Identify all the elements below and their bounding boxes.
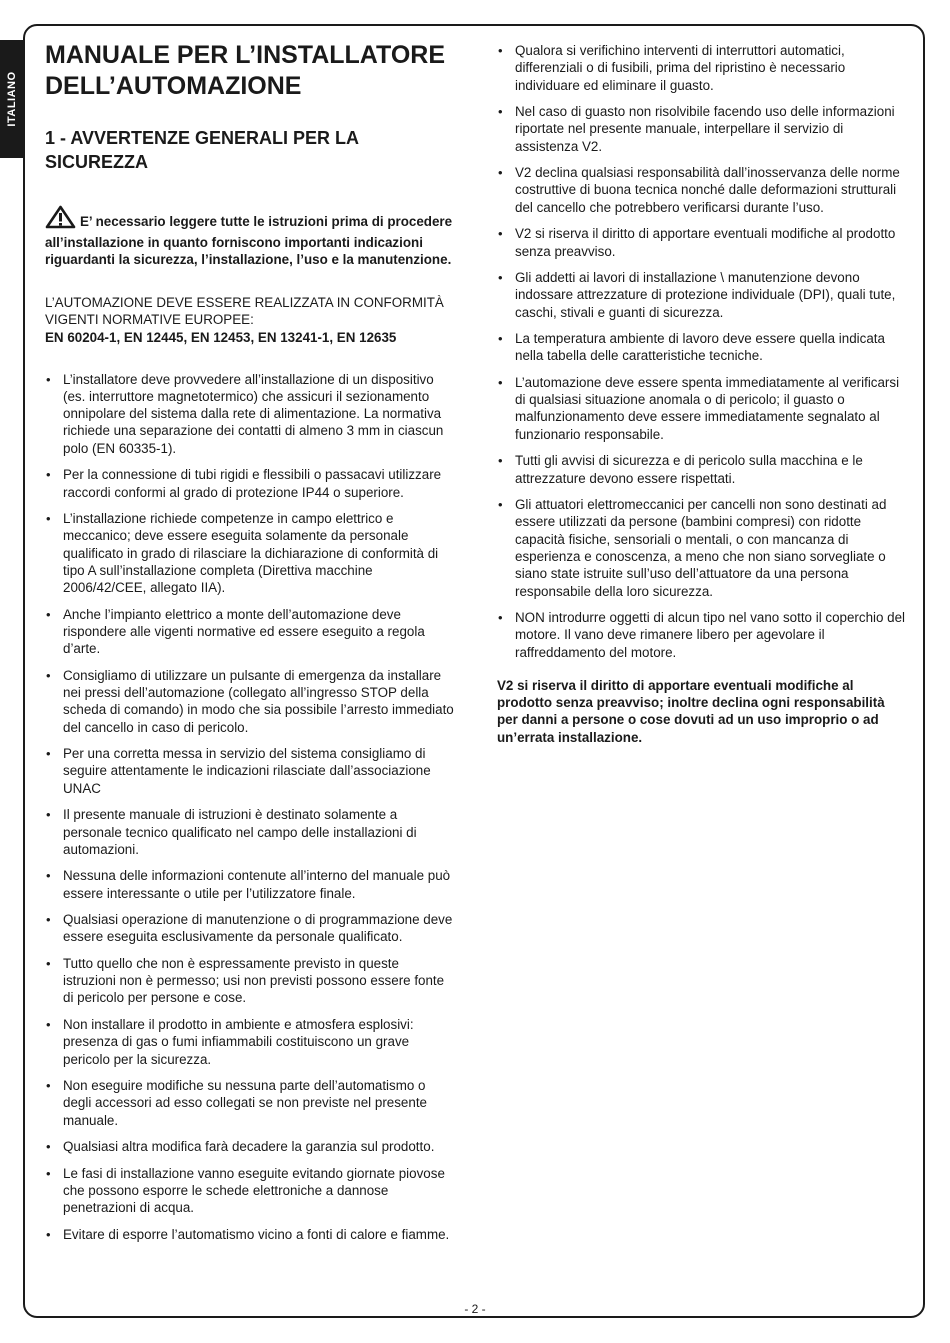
list-item-text: L’automazione deve essere spenta immediatamente al verificarsi di qualsiasi situazione anomala o di pericolo; il guasto o malfunzionamento deve essere immediatamente segnalato al funzionario responsabile. [515,374,900,442]
bullet-icon: • [46,667,51,683]
list-item [497,164,909,216]
bullet-icon: • [46,912,51,928]
list-item-text: Gli attuatori elettromeccanici per cancelli non sono destinati ad essere utilizzati da persone (bambini compresi) con ridotte capacità fisiche, sensoriali o mentali, o con mancanza di esperienza e conoscenza, a meno che non siano sorvegliate o siano state istruite sull’uso dell’attuatore da una persona responsabile della loro sicurezza. [515,497,887,599]
list-item-text: Qualsiasi operazione di manutenzione o di programmazione deve essere eseguita esclusivamente da personale qualificato. [63,912,453,945]
bullet-icon: • [498,453,503,469]
bullet-icon: • [46,1139,51,1155]
warning-notice [45,205,455,269]
bullet-icon: • [498,497,503,513]
list-item [45,911,455,946]
list-item-text: Evitare di esporre l’automatismo vicino a fonti di calore e fiamme. [63,1226,450,1242]
list-item-text: Consigliamo di utilizzare un pulsante di emergenza da installare nei pressi dell’automazione (collegato all’ingresso STOP della scheda di comando) in modo che sia possibile l’arresto immediato del cancello in caso di pericolo. [63,667,454,735]
list-item [45,1138,455,1155]
list-item-text: Nessuna delle informazioni contenute all’interno del manuale può essere interessante o utile per l’utilizzatore finale. [63,868,451,901]
list-item-text: Per una corretta messa in servizio del sistema consigliamo di seguire attentamente le indicazioni rilasciate dall’associazione UNAC [63,746,431,796]
bullet-icon: • [498,270,503,286]
bullet-icon: • [498,610,503,625]
list-item-text: Non eseguire modifiche su nessuna parte dell’automatismo o degli accessori ad esso collegati se non previste nel presente manuale. [63,1078,427,1128]
bullet-icon: • [46,467,51,483]
list-item-text: Tutto quello che non è espressamente previsto in queste istruzioni non è permesso; usi non previsti possono essere fonte di pericolo per persone e cose. [63,955,445,1006]
bullet-icon: • [498,104,503,120]
section-title: 1 - AVVERTENZE GENERALI PER LA SICUREZZA [45,128,359,172]
bullet-icon: • [46,1226,51,1242]
list-item [497,496,909,600]
bullet-icon: • [46,955,51,971]
bullet-icon: • [498,374,503,390]
list-item [497,330,909,365]
list-item [45,1226,455,1243]
bullet-icon: • [46,1078,51,1094]
list-item [45,510,455,596]
list-item-text: Non installare il prodotto in ambiente e atmosfera esplosivi: presenza di gas o fumi infiammabili costituiscono un grave pericolo per la sicurezza. [63,1016,414,1067]
norms-line-1: L’AUTOMAZIONE DEVE ESSERE REALIZZATA IN CONFORMITÀ [45,294,444,310]
list-item [45,606,455,658]
norms-standards: EN 60204-1, EN 12445, EN 12453, EN 13241-1, EN 12635 [45,329,397,345]
list-item [497,374,909,443]
bullet-icon: • [46,807,51,823]
bullet-icon: • [46,1016,51,1032]
list-item-text: Le fasi di installazione vanno eseguite evitando giornate piovose che possono esporre le schede elettroniche a dannose penetrazioni di acqua. [63,1165,445,1216]
left-column [45,40,455,1252]
language-tab [0,40,23,158]
list-item [45,371,455,457]
bullet-icon: • [46,606,51,622]
warning-text: E’ necessario leggere tutte le istruzioni prima di procedere all’installazione in quanto forniscono importanti indicazioni riguardanti la sicurezza, l’installazione, l’uso e la manutenzione. [45,214,453,268]
list-item [45,806,455,858]
closing-note: V2 si riserva il diritto di apportare eventuali modifiche al prodotto senza preavviso; inoltre declina ogni responsabilità per danni a persone o cose dovuti ad un uso improprio o ad un’errata installazione. [497,677,885,745]
list-item-text: Qualsiasi altra modifica farà decadere la garanzia sul prodotto. [63,1139,435,1155]
list-item-text: Il presente manuale di istruzioni è destinato solamente a personale tecnico qualificato nel campo delle installazioni di automazioni. [63,807,417,857]
bullet-icon: • [46,868,51,884]
list-item-text: Qualora si verifichino interventi di interruttori automatici, differenziali o di fusibili, prima del ripristino è necessario individuare ed eliminare il guasto. [515,43,846,93]
right-column [497,42,909,746]
list-item [497,42,909,94]
list-item-text: V2 declina qualsiasi responsabilità dall’inosservanza delle norme costruttive di buona tecnica nonché dalle deformazioni strutturali del cancello che potrebbero verificarsi durante l’uso. [515,165,900,215]
bullet-icon: • [46,511,51,527]
norms-line-2: VIGENTI NORMATIVE EUROPEE: [45,312,254,328]
list-item-text: Per la connessione di tubi rigidi e flessibili o passacavi utilizzare raccordi conformi al grado di protezione IP44 o superiore. [63,467,442,500]
list-item [45,1077,455,1129]
bullet-icon: • [498,165,503,181]
list-item-text: NON introdurre oggetti di alcun tipo nel vano sotto il coperchio del motore. Il vano deve rimanere libero per agevolare il raffreddamento del motore. [515,610,906,660]
list-item-text: V2 si riserva il diritto di apportare eventuali modifiche al prodotto senza preavviso. [515,226,896,259]
page-number: - 2 - [464,1302,486,1316]
list-item [45,1016,455,1068]
list-item [497,452,909,487]
bullet-icon: • [46,1165,51,1181]
list-item-text: Anche l’impianto elettrico a monte dell’automazione deve rispondere alle vigenti normative ed essere eseguito a regola d’arte. [63,606,425,657]
list-item [497,269,909,321]
norms-block [45,294,455,347]
list-item-text: Tutti gli avvisi di sicurezza e di pericolo sulla macchina e le attrezzature devono essere rispettati. [515,453,863,486]
warning-triangle-icon [45,205,76,234]
list-item [45,667,455,736]
page-title: MANUALE PER L’INSTALLATORE DELL’AUTOMAZIONE [45,41,445,100]
right-bullet-list [497,42,909,661]
list-item [45,466,455,501]
list-item-text: La temperatura ambiente di lavoro deve essere quella indicata nella tabella delle caratteristiche tecniche. [515,331,885,364]
list-item-text: L’installatore deve provvedere all’installazione di un dispositivo (es. interruttore magnetotermico) che assicuri il sezionamento onnipolare del sistema dalla rete di alimentazione. La normativa richiede una separazione dei contatti di almeno 3 mm in ciascun polo (EN 60335-1). [63,371,444,456]
bullet-icon: • [498,331,503,347]
bullet-icon: • [46,746,51,762]
bullet-icon: • [498,226,503,242]
list-item [497,103,909,155]
list-item [497,609,909,661]
list-item [45,1165,455,1217]
list-item [45,955,455,1007]
list-item [45,745,455,797]
bullet-icon: • [498,43,503,58]
language-tab-label: ITALIANO [5,71,18,127]
bullet-icon: • [46,371,51,387]
list-item [497,225,909,260]
list-item-text: Nel caso di guasto non risolvibile facendo uso delle informazioni riportate nel presente manuale, interpellare il servizio di assistenza V2. [515,104,895,154]
left-bullet-list [45,371,455,1243]
list-item-text: Gli addetti ai lavori di installazione \ manutenzione devono indossare attrezzature di protezione individuale (DPI), quali tute, caschi, stivali e guanti di sicurezza. [515,270,896,320]
list-item-text: L’installazione richiede competenze in campo elettrico e meccanico; deve essere eseguita solamente da personale qualificato in grado di rilasciare la dichiarazione di conformità di tipo A sull’installazione completa (Direttiva macchine 2006/42/CEE, allegato IIA). [63,511,439,596]
list-item [45,867,455,902]
